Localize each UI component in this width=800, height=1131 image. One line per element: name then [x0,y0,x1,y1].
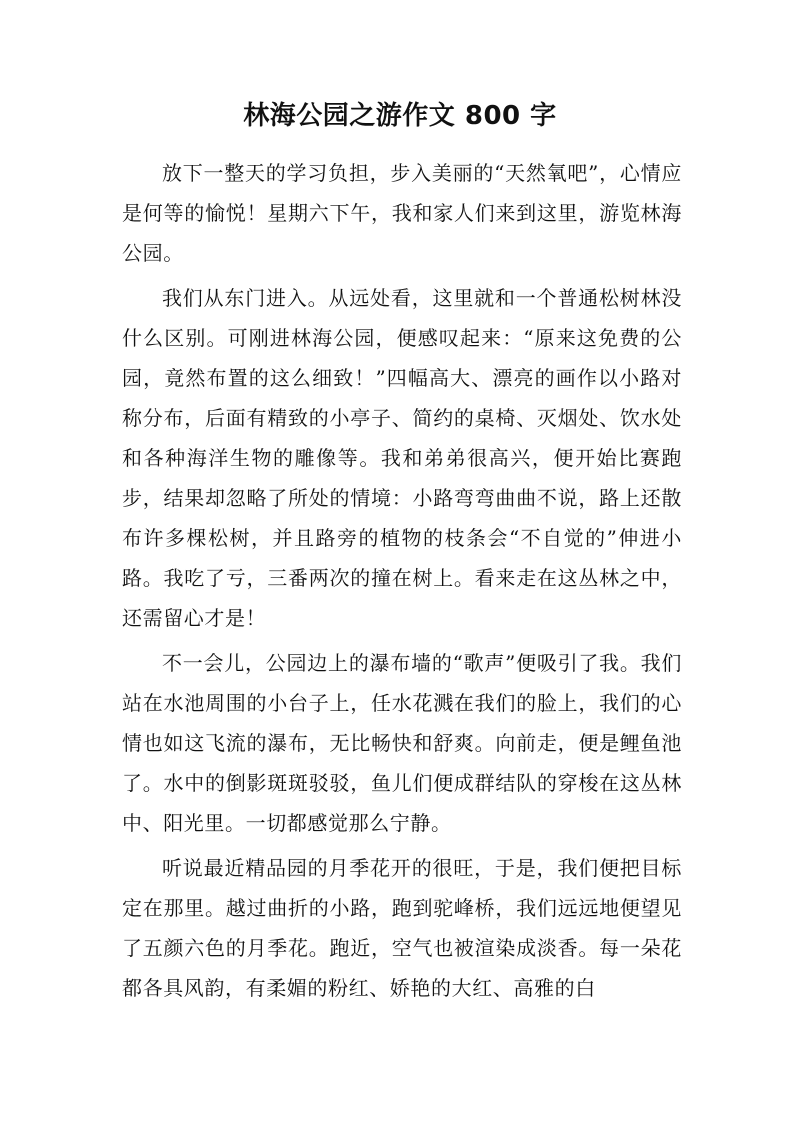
paragraph: 不一会儿，公园边上的瀑布墙的“歌声”便吸引了我。我们站在水池周围的小台子上，任水花溅在我们的脸上，我们的心情也如这飞流的瀑布，无比畅快和舒爽。向前走，便是鲤鱼池了。水中的倒影斑斑驳驳，鱼儿们便成群结队的穿梭在这丛林中、阳光里。一切都感觉那么宁静。 [122,651,682,835]
document-body [122,153,682,1013]
paragraph: 听说最近精品园的月季花开的很旺，于是，我们便把目标定在那里。越过曲折的小路，跑到驼峰桥，我们远远地便望见了五颜六色的月季花。跑近，空气也被渲染成淡香。每一朵花都各具风韵，有柔媚的粉红、娇艳的大红、高雅的白 [122,856,682,1000]
paragraph: 放下一整天的学习负担，步入美丽的“天然氧吧”，心情应是何等的愉悦！星期六下午，我和家人们来到这里，游览林海公园。 [122,161,682,265]
paragraph: 我们从东门进入。从远处看，这里就和一个普通松树林没什么区别。可刚进林海公园，便感叹起来：“原来这免费的公园，竟然布置的这么细致！”四幅高大、漂亮的画作以小路对称分布，后面有精致的小亭子、简约的桌椅、灭烟处、饮水处和各种海洋生物的雕像等。我和弟弟很高兴，便开始比赛跑步，结果却忽略了所处的情境：小路弯弯曲曲不说，路上还散布许多棵松树，并且路旁的植物的枝条会“不自觉的”伸进小路。我吃了亏，三番两次的撞在树上。看来走在这丛林之中，还需留心才是！ [122,286,682,630]
document-title: 林海公园之游作文 800 字 [243,101,557,131]
